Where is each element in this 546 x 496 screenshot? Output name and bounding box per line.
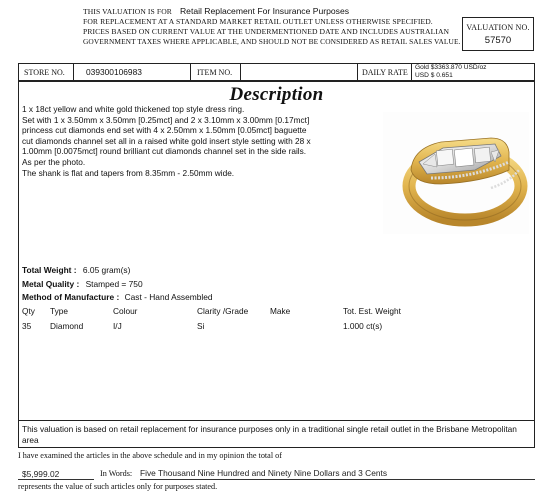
description-text — [22, 104, 311, 178]
valuation-label: VALUATION NO. — [466, 23, 530, 32]
table-header-clarity: Clarity /Grade — [197, 306, 249, 316]
ring-illustration — [383, 112, 529, 234]
description-line: princess cut diamonds end set with 4 x 2.50mm x 1.50mm [0.05mct] baguette — [22, 125, 307, 136]
manufacture-field — [22, 292, 213, 302]
table-header-make: Make — [270, 306, 291, 316]
usd-rate: USD $ 0.651 — [415, 72, 453, 79]
description-title: Description — [229, 84, 324, 105]
table-cell-clarity: Si — [197, 321, 205, 331]
metal-quality-label: Metal Quality : — [22, 279, 80, 289]
in-words-label: In Words: — [100, 469, 133, 478]
header-line-2: PRICES BASED ON CURRENT VALUE AT THE UNDERMENTIONED DATE AND INCLUDES AUSTRALIAN — [83, 27, 450, 36]
valuation-number: 57570 — [484, 35, 512, 46]
table-header-weight: Tot. Est. Weight — [343, 306, 401, 316]
ring-photo — [383, 112, 529, 234]
words-underline — [140, 479, 535, 480]
description-line: 1.00mm [0.0075mct] round brilliant cut diamonds channel set in the side rails. — [22, 146, 307, 157]
description-line: 1 x 18ct yellow and white gold thickened top style dress ring. — [22, 104, 245, 114]
store-info-row — [18, 63, 535, 81]
metal-quality-field — [22, 279, 143, 289]
description-line: Set with 1 x 3.50mm x 3.50mm [0.25mct] and 2 x 3.10mm x 3.00mm [0.17mct] — [22, 114, 310, 125]
footer-statement: I have examined the articles in the above schedule and in my opinion the total of — [18, 451, 282, 460]
daily-rate-label: DAILY RATE — [358, 64, 412, 80]
store-value: 039300106983 — [74, 64, 191, 80]
table-header-colour: Colour — [113, 306, 138, 316]
header-line-3: GOVERNMENT TAXES WHERE APPLICABLE, AND SHOULD NOT BE CONSIDERED AS RETAIL SALES VALUE. — [83, 37, 461, 46]
total-weight-value: 6.05 gram(s) — [82, 265, 131, 275]
metal-quality-value: Stamped = 750 — [85, 279, 143, 289]
header-prefix: THIS VALUATION IS FOR — [83, 7, 172, 16]
valuation-note: This valuation is based on retail replacement for insurance purposes only in a traditional single retail outlet in the Brisbane Metropolitan area — [22, 424, 517, 445]
amount-underline — [18, 479, 94, 480]
header-intro — [83, 6, 349, 17]
table-cell-weight: 1.000 ct(s) — [343, 321, 383, 331]
manufacture-label: Method of Manufacture : — [22, 292, 120, 302]
item-value — [241, 64, 358, 80]
description-line: As per the photo. — [22, 156, 86, 167]
table-header-type: Type — [50, 306, 68, 316]
table-cell-type: Diamond — [50, 321, 84, 331]
gold-rate: Gold $3363.870 USD/oz — [415, 64, 487, 72]
table-cell-qty: 35 — [22, 321, 32, 331]
total-weight-label: Total Weight : — [22, 265, 77, 275]
table-cell-colour: I/J — [113, 321, 122, 331]
in-words-value: Five Thousand Nine Hundred and Ninety Nine Dollars and 3 Cents — [140, 468, 388, 478]
description-title-wrap — [18, 84, 535, 106]
daily-rate-values — [412, 64, 534, 80]
valuation-number-box — [462, 17, 534, 51]
description-line: The shank is flat and tapers from 8.35mm - 2.50mm wide. — [22, 167, 235, 178]
description-line: cut diamonds channel set all in a raised white gold insert style setting with 28 x — [22, 135, 311, 146]
store-label: STORE NO. — [19, 64, 74, 80]
manufacture-value: Cast - Hand Assembled — [124, 292, 213, 302]
table-header-qty: Qty — [22, 306, 35, 316]
total-amount: $5,999.02 — [22, 469, 60, 479]
note-divider — [18, 420, 535, 421]
footer-purpose: represents the value of such articles only for purposes stated. — [18, 482, 218, 491]
header-purpose: Retail Replacement For Insurance Purposes — [179, 6, 350, 16]
total-weight-field — [22, 265, 130, 275]
header-line-1: FOR REPLACEMENT AT A STANDARD MARKET RETAIL OUTLET UNLESS OTHERWISE SPECIFIED. — [83, 17, 433, 26]
item-label: ITEM NO. — [191, 64, 241, 80]
